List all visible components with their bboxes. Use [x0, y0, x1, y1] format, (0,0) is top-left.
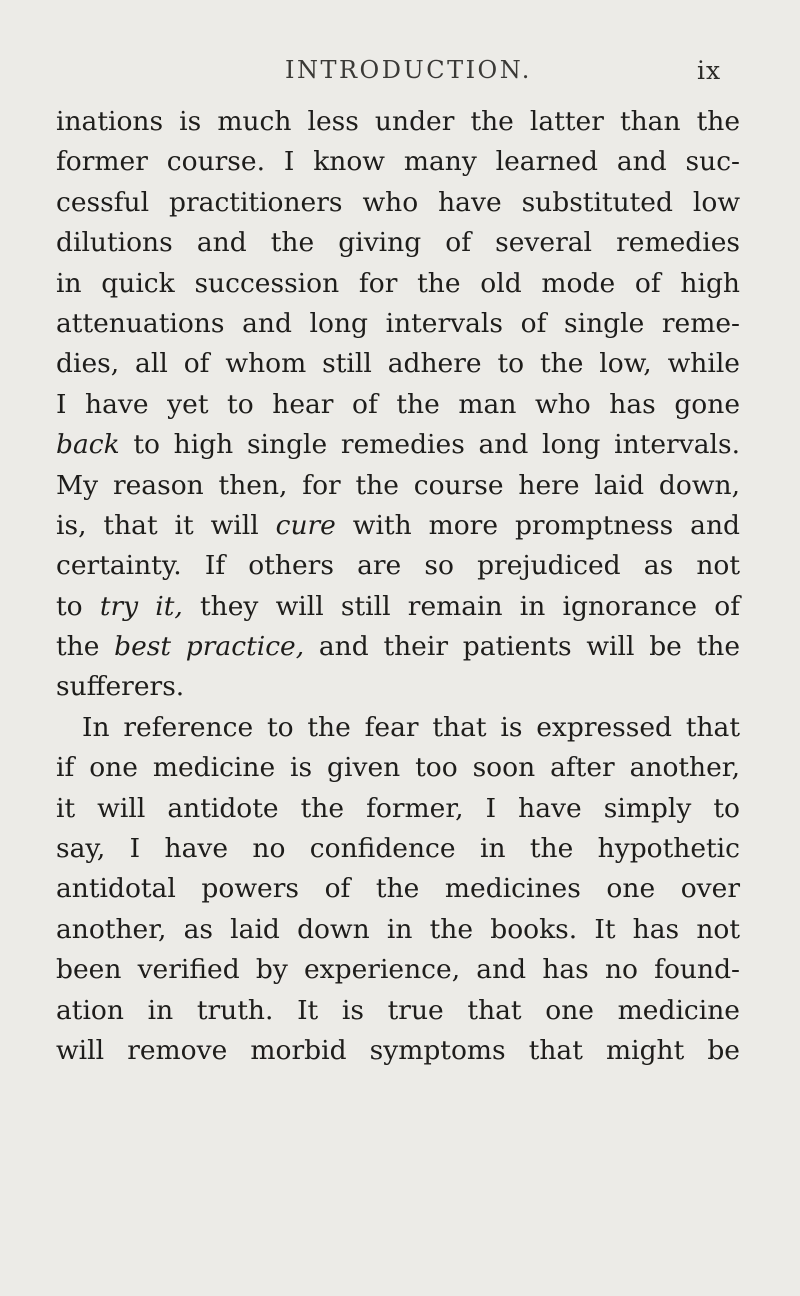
text-line: back to high single remedies and long intervals. — [56, 429, 740, 461]
text-line-paragraph-end: sufferers. — [56, 671, 185, 703]
text-line: it will antidote the former, I have simply to — [56, 792, 740, 824]
body-text — [56, 102, 740, 1071]
text-line: the best practice, and their patients will be the — [56, 631, 741, 663]
text-line: if one medicine is given too soon after another, — [56, 752, 740, 784]
text-line: another, as laid down in the books. It has not — [56, 913, 740, 945]
text-line: dilutions and the giving of several remedies — [56, 227, 740, 259]
text-line: dies, all of whom still adhere to the low, while — [56, 348, 740, 380]
text-line-paragraph-start: In reference to the fear that is expressed that — [82, 711, 740, 743]
text-line: to try it, they will still remain in ignorance of — [56, 590, 741, 622]
text-line: inations is much less under the latter than the — [56, 106, 740, 137]
text-line: former course. I know many learned and suc- — [56, 146, 740, 178]
running-title: INTRODUCTION. — [285, 56, 532, 84]
text-line: certainty. If others are so prejudiced as not — [56, 550, 740, 582]
text-line: My reason then, for the course here laid down, — [56, 469, 740, 501]
text-line: attenuations and long intervals of single reme- — [56, 307, 740, 339]
text-line: in quick succession for the old mode of high — [56, 267, 740, 299]
text-line: cessful practitioners who have substituted low — [56, 186, 740, 218]
text-line: antidotal powers of the medicines one over — [56, 873, 740, 905]
running-head — [0, 56, 800, 92]
text-line: ation in truth. It is true that one medicine — [56, 994, 740, 1026]
text-line: say, I have no confidence in the hypothetic — [56, 833, 740, 865]
text-line: is, that it will cure with more promptness and — [56, 509, 740, 541]
emphasis: try it, — [99, 590, 183, 622]
text-line: been verified by experience, and has no found- — [56, 954, 740, 986]
text-line: will remove morbid symptoms that might be — [56, 1034, 740, 1066]
emphasis: cure — [275, 509, 336, 541]
emphasis: back — [56, 429, 120, 461]
emphasis: best practice, — [114, 631, 305, 663]
text-line: I have yet to hear of the man who has gone — [56, 388, 740, 420]
page-number: ix — [697, 56, 722, 85]
